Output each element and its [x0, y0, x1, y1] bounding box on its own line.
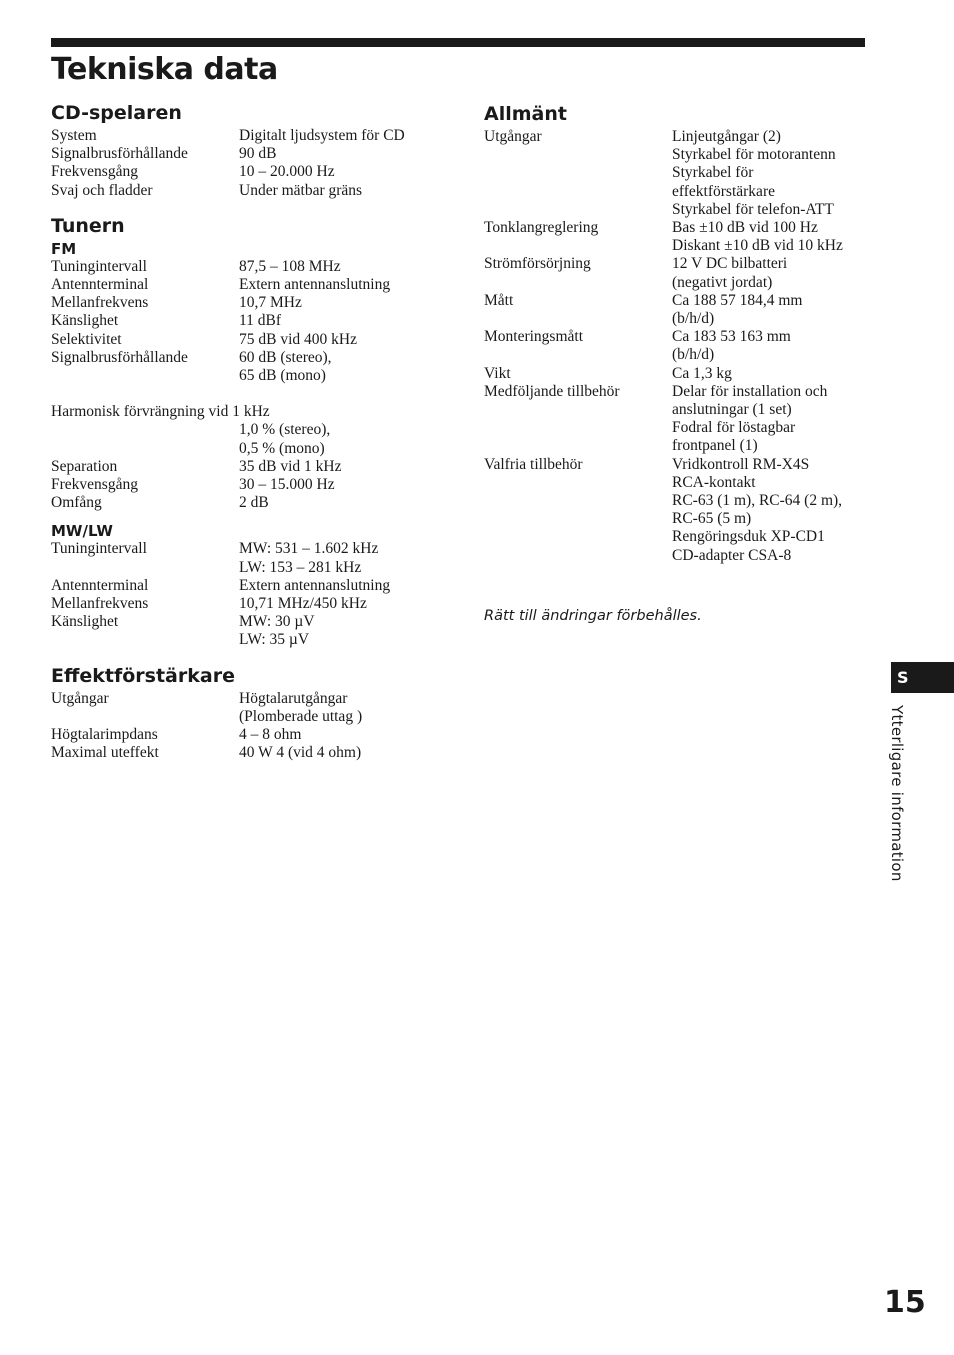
spec-value: Bas ±10 dB vid 100 Hz [672, 219, 818, 237]
spec-value: Rengöringsduk XP-CD1 [672, 528, 825, 546]
spec-row [484, 328, 864, 346]
spec-value: 11 dBf [239, 312, 282, 330]
spec-label [51, 367, 239, 385]
spec-row [51, 708, 431, 726]
spec-value: (b/h/d) [672, 346, 715, 364]
spec-label: Tonklangreglering [484, 219, 599, 237]
spec-value: MW: 531 – 1.602 kHz [239, 540, 379, 558]
spec-row [484, 383, 864, 401]
cd-heading: CD-spelaren [51, 102, 182, 124]
spec-value: Styrkabel för [672, 164, 754, 182]
spec-row [51, 559, 431, 577]
spec-value: (b/h/d) [672, 310, 715, 328]
spec-value: 12 V DC bilbatteri [672, 255, 788, 273]
spec-value: 60 dB (stereo), [239, 348, 332, 366]
spec-row [51, 595, 431, 613]
left-column [51, 101, 431, 776]
spacer [51, 512, 431, 522]
spec-label: System [51, 127, 97, 144]
spec-label: Omfång [51, 494, 102, 512]
spec-label: Tuningintervall [51, 540, 147, 558]
spec-value: Under mätbar gräns [239, 181, 363, 199]
tuner-section [51, 214, 431, 650]
spec-value: Ca 1,3 kg [672, 364, 732, 382]
spec-row [51, 145, 431, 163]
spec-value: RCA-kontakt [672, 473, 756, 491]
fm-spec-list [51, 258, 431, 385]
spec-label [484, 310, 672, 328]
spec-label [51, 708, 239, 726]
spec-value: Diskant ±10 dB vid 10 kHz [672, 237, 843, 255]
spec-row [484, 456, 864, 474]
spec-row [51, 458, 431, 476]
cd-spec-list [51, 127, 431, 200]
top-rule [51, 38, 865, 47]
spec-label [484, 547, 672, 565]
spec-label: Mellanfrekvens [51, 595, 149, 613]
spec-value: Delar för installation och [672, 382, 828, 400]
spec-value: Vridkontroll RM-X4S [672, 455, 810, 473]
spec-value: Högtalarutgångar [239, 689, 348, 707]
spec-row [484, 474, 864, 492]
spec-value: Styrkabel för motorantenn [672, 146, 836, 164]
spec-row [484, 292, 864, 310]
spec-label: Frekvensgång [51, 476, 138, 494]
spec-label: Antennterminal [51, 576, 149, 594]
spec-label [484, 346, 672, 364]
page-title: Tekniska data [51, 52, 278, 87]
spec-value: 75 dB vid 400 kHz [239, 330, 357, 348]
spec-row [51, 577, 431, 595]
spec-value: 65 dB (mono) [239, 367, 326, 385]
spec-label [484, 237, 672, 255]
spec-value: frontpanel (1) [672, 437, 758, 455]
general-heading: Allmänt [484, 103, 567, 125]
page-number: 15 [884, 1285, 926, 1320]
spec-value: 90 dB [239, 145, 277, 163]
spec-label: Högtalarimpdans [51, 726, 158, 744]
spec-label: Antennterminal [51, 276, 149, 294]
spec-row [484, 346, 864, 364]
spec-label [484, 401, 672, 419]
spec-value: 4 – 8 ohm [239, 726, 302, 744]
spec-row [51, 440, 431, 458]
spec-value: Fodral för löstagbar [672, 419, 796, 437]
spec-label: Frekvensgång [51, 163, 138, 181]
spec-label: Utgångar [51, 689, 109, 707]
amp-heading: Effektförstärkare [51, 664, 235, 687]
spec-row [484, 419, 864, 437]
spec-row [484, 219, 864, 237]
spec-value: Linjeutgångar (2) [672, 128, 781, 145]
spec-row [51, 367, 431, 385]
spec-value: 0,5 % (mono) [239, 439, 325, 457]
spec-value: Extern antennanslutning [239, 576, 391, 594]
tuner-heading: Tunern [51, 214, 125, 237]
spec-row [51, 476, 431, 494]
spec-label: Mellanfrekvens [51, 294, 149, 312]
spec-value: LW: 35 µV [239, 631, 310, 649]
spec-value: Ca 188 57 184,4 mm [672, 291, 803, 309]
spec-row [51, 690, 431, 708]
spec-value: 40 W 4 (vid 4 ohm) [239, 744, 362, 762]
spec-label: Separation [51, 457, 118, 475]
spacer [51, 385, 431, 403]
spec-row [51, 312, 431, 330]
fm-spec-list-2 [51, 421, 431, 512]
right-column [484, 102, 864, 579]
spec-value: effektförstärkare [672, 182, 775, 200]
spec-label: Maximal uteffekt [51, 744, 159, 762]
spec-row [484, 492, 864, 510]
spec-label: Känslighet [51, 613, 119, 631]
spec-row [51, 631, 431, 649]
spec-value: CD-adapter CSA-8 [672, 546, 792, 564]
spec-value: Ca 183 53 163 mm [672, 328, 791, 346]
spec-label: Vikt [484, 364, 511, 382]
spec-row [51, 726, 431, 744]
spec-row [51, 127, 431, 145]
general-spec-list [484, 128, 864, 565]
spec-row [51, 182, 431, 200]
spec-value: 87,5 – 108 MHz [239, 257, 341, 275]
spec-row [51, 294, 431, 312]
spec-row [51, 163, 431, 181]
spec-label: Mått [484, 291, 514, 309]
spec-value: Styrkabel för telefon-ATT [672, 200, 834, 218]
spec-value: 10 – 20.000 Hz [239, 163, 335, 181]
spec-label [484, 146, 672, 164]
spec-row [484, 255, 864, 273]
spec-label [484, 510, 672, 528]
spec-label [484, 419, 672, 437]
side-tab-badge: S [891, 662, 954, 693]
spec-label [51, 559, 239, 577]
spec-label: Selektivitet [51, 330, 122, 348]
amp-spec-list [51, 690, 431, 763]
spec-value: 30 – 15.000 Hz [239, 476, 335, 494]
spec-value: Extern antennanslutning [239, 276, 391, 294]
mw-heading: MW/LW [51, 522, 113, 541]
spec-label [484, 492, 672, 510]
spec-row [484, 547, 864, 565]
spec-row [51, 744, 431, 762]
spec-row [484, 401, 864, 419]
spec-row [484, 274, 864, 292]
spec-label [484, 528, 672, 546]
cd-section [51, 101, 431, 200]
fm-heading: FM [51, 239, 77, 258]
spec-row [484, 237, 864, 255]
spec-label: Signalbrusförhållande [51, 145, 188, 163]
spec-label: Valfria tillbehör [484, 455, 583, 473]
spec-value: (negativt jordat) [672, 273, 773, 291]
spec-label [484, 474, 672, 492]
spec-label [51, 440, 239, 458]
mw-spec-list [51, 540, 431, 649]
spec-value: 1,0 % (stereo), [239, 421, 331, 439]
spec-row [51, 421, 431, 439]
spec-label: Svaj och fladder [51, 181, 153, 199]
spec-label: Signalbrusförhållande [51, 348, 188, 366]
spec-value: 35 dB vid 1 kHz [239, 457, 342, 475]
spec-label: Tuningintervall [51, 257, 147, 275]
amp-section [51, 664, 431, 763]
spec-row [51, 331, 431, 349]
spec-row [51, 258, 431, 276]
spec-label [484, 164, 672, 182]
spec-label: Strömförsörjning [484, 255, 591, 273]
spec-label: Monteringsmått [484, 328, 584, 346]
spec-value: 2 dB [239, 494, 269, 512]
spec-label [51, 421, 239, 439]
spec-row [484, 365, 864, 383]
spec-label: Utgångar [484, 128, 542, 145]
spec-row [484, 310, 864, 328]
spec-row [484, 128, 864, 146]
spec-label: Känslighet [51, 312, 119, 330]
side-tab-label: Ytterligare information [888, 705, 906, 882]
spec-row [484, 164, 864, 182]
spec-value: MW: 30 µV [239, 613, 315, 631]
spec-row [51, 276, 431, 294]
spec-label [484, 437, 672, 455]
spec-row [484, 201, 864, 219]
spec-row [484, 183, 864, 201]
spec-row [51, 349, 431, 367]
spec-label: Medföljande tillbehör [484, 382, 620, 400]
general-section [484, 102, 864, 565]
spec-label [51, 631, 239, 649]
spec-row [484, 437, 864, 455]
spec-value: RC-65 (5 m) [672, 510, 752, 528]
spec-value: LW: 153 – 281 kHz [239, 558, 362, 576]
spec-value: Digitalt ljudsystem för CD [239, 127, 405, 144]
spec-label [484, 274, 672, 292]
changes-note: Rätt till ändringar förbehålles. [484, 608, 702, 624]
spec-label [484, 201, 672, 219]
spec-row [51, 494, 431, 512]
spec-value: (Plomberade uttag ) [239, 707, 363, 725]
spec-value: anslutningar (1 set) [672, 401, 792, 419]
spec-value: 10,71 MHz/450 kHz [239, 595, 367, 613]
spec-row [484, 510, 864, 528]
harmonic-label: Harmonisk förvrängning vid 1 kHz [51, 403, 270, 421]
spec-value: 10,7 MHz [239, 294, 302, 312]
spec-row [51, 613, 431, 631]
spec-row [51, 540, 431, 558]
spec-row [484, 146, 864, 164]
spec-label [484, 183, 672, 201]
spec-value: RC-63 (1 m), RC-64 (2 m), [672, 492, 843, 510]
spec-row [484, 528, 864, 546]
